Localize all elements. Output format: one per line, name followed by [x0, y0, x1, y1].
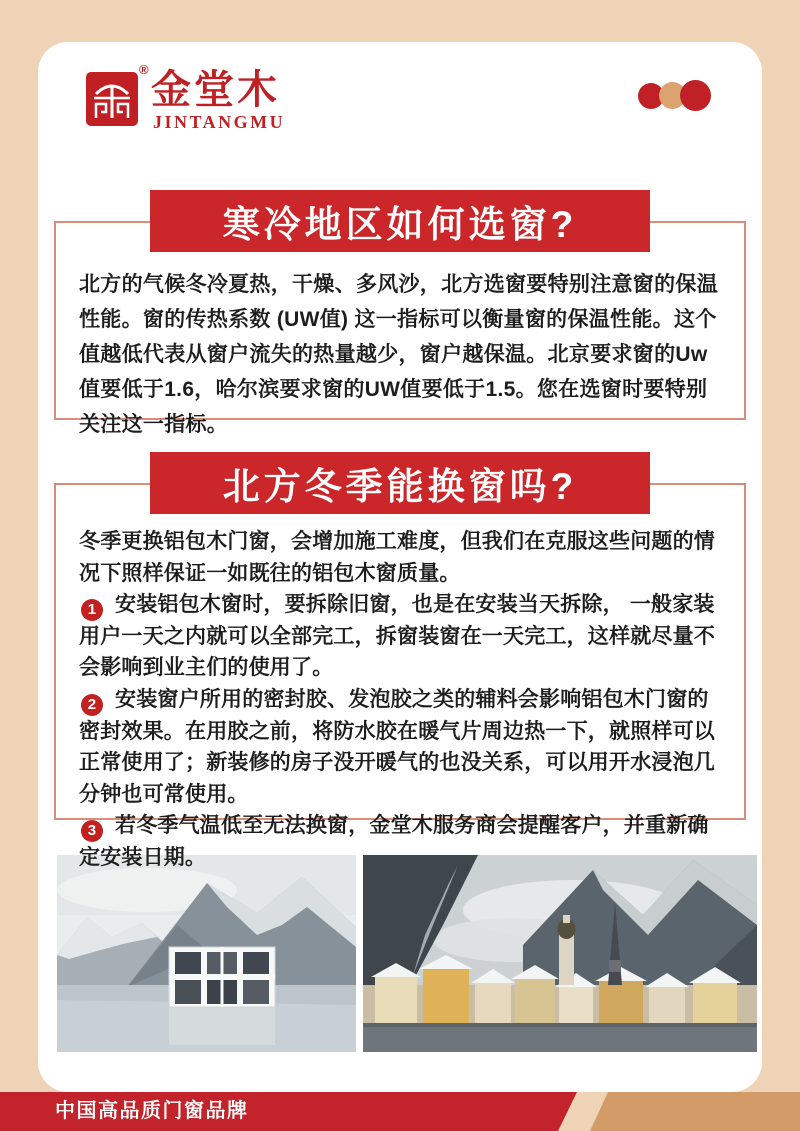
- footer-slogan: 中国高品质门窗品牌: [55, 1100, 249, 1122]
- number-badge-3: 3: [81, 820, 103, 842]
- number-badge-1: 1: [81, 599, 103, 621]
- red-dot-icon: [680, 80, 711, 111]
- list-item: [79, 810, 724, 873]
- snowy-alpine-village-photo: [363, 855, 757, 1052]
- brand-name-english: JINTANGMU: [153, 112, 286, 132]
- registered-trademark-symbol: ®: [139, 62, 149, 77]
- list-item-text: 安装窗户所用的密封胶、发泡胶之类的辅料会影响铝包木门窗的密封效果。在用胶之前，将防水胶在暖气片周边热一下，就照样可以正常使用了；新装修的房子没开暖气的也没关系，可以用开水浸泡几分钟也可常使用。: [79, 687, 715, 806]
- number-badge-2: 2: [81, 694, 103, 716]
- decorative-dots: [638, 80, 711, 111]
- jintangmu-seal-icon: [86, 72, 138, 126]
- section-title-winter-replacement: 北方冬季能换窗吗?: [150, 452, 650, 514]
- section-title-cold-region-windows: 寒冷地区如何选窗?: [150, 190, 650, 252]
- intro-paragraph: 冬季更换铝包木门窗，会增加施工难度，但我们在克服这些问题的情况下照样保证一如既往的铝包木窗质量。: [79, 530, 715, 585]
- brand-name-chinese: 金堂木: [151, 68, 280, 112]
- list-item: [79, 684, 724, 810]
- winter-lake-modern-house-photo: [57, 855, 356, 1052]
- section-body-winter-replacement: [54, 483, 746, 869]
- list-item: [79, 589, 724, 684]
- paragraph: 北方的气候冬冷夏热，干燥、多风沙，北方选窗要特别注意窗的保温性能。窗的传热系数 (UW值) 这一指标可以衡量窗的保温性能。这个值越低代表从窗户流失的热量越少，窗户越保温。北京要求窗的Uw值要低于1.6，哈尔滨要求窗的UW值要低于1.5。您在选窗时要特别关注这一指标。: [79, 273, 718, 436]
- list-item-text: 若冬季气温低至无法换窗，金堂木服务商会提醒客户，并重新确定安装日期。: [79, 814, 709, 869]
- list-item-text: 安装铝包木窗时，要拆除旧窗，也是在安装当天拆除， 一般家装用户一天之内就可以全部完工，拆窗装窗在一天完工，这样就尽量不会影响到业主们的使用了。: [79, 593, 715, 680]
